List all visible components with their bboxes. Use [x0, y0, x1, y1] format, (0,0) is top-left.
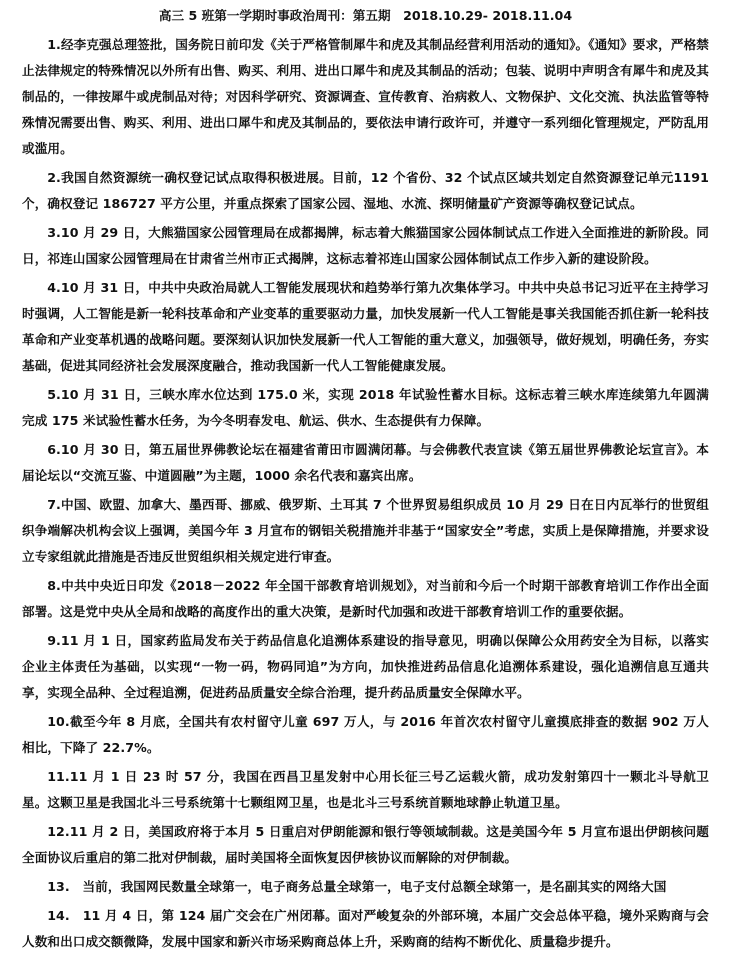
- news-item-3: 3.10 月 29 日，大熊猫国家公园管理局在成都揭牌，标志着大熊猫国家公园体制试点工作进入全面推进的新阶段。同日，祁连山国家公园管理局在甘肃省兰州市正式揭牌，这标志着祁连山国家公园体制试点工作步入新的建设阶段。: [22, 225, 709, 266]
- news-item-8: 8.中共中央近日印发《2018－2022 年全国干部教育培训规划》，对当前和今后一个时期干部教育培训工作作出全面部署。这是党中央从全局和战略的高度作出的重大决策，是新时代加强和改进干部教育培训工作的重要依据。: [22, 578, 709, 619]
- news-item-1: 1.经李克强总理签批，国务院日前印发《关于严格管制犀牛和虎及其制品经营利用活动的通知》。《通知》要求，严格禁止法律规定的特殊情况以外所有出售、购买、利用、进出口犀牛和虎及其制品的活动；包装、说明中声明含有犀牛和虎及其制品的，一律按犀牛或虎制品对待；对因科学研究、资源调查、宣传教育、治病救人、文物保护、文化交流、执法监管等特殊情况需要出售、购买、利用、进出口犀牛和虎及其制品的，要依法申请行政许可，并遵守一系列细化管理规定，严防乱用或滥用。: [22, 37, 709, 156]
- document-title: 高三 5 班第一学期时事政治周刊：第五期 2018.10.29- 2018.11.04: [158, 8, 573, 23]
- news-item-5: 5.10 月 31 日，三峡水库水位达到 175.0 米，实现 2018 年试验性蓄水目标。这标志着三峡水库连续第九年圆满完成 175 米试验性蓄水任务，为今冬明春发电、航运、供水、生态提供有力保障。: [22, 387, 709, 428]
- news-item-12: 12.11 月 2 日，美国政府将于本月 5 日重启对伊朗能源和银行等领域制裁。这是美国今年 5 月宣布退出伊朗核问题全面协议后重启的第二批对伊制裁，届时美国将全面恢复因伊核协议而解除的对伊制裁。: [22, 824, 709, 865]
- news-item-9: 9.11 月 1 日，国家药监局发布关于药品信息化追溯体系建设的指导意见，明确以保障公众用药安全为目标，以落实企业主体责任为基础，以实现“一物一码，物码同追”为方向，加快推进药品信息化追溯体系建设，强化追溯信息互通共享，实现全品种、全过程追溯，促进药品质量安全综合治理，提升药品质量安全保障水平。: [22, 633, 709, 700]
- news-item-7: 7.中国、欧盟、加拿大、墨西哥、挪威、俄罗斯、土耳其 7 个世界贸易组织成员 10 月 29 日在日内瓦举行的世贸组织争端解决机构会议上强调，美国今年 3 月宣布的钢铝关税措施并非基于“国家安全”考虑，实质上是保障措施，并要求设立专家组就此措施是否违反世贸组织相关规定进行审查。: [22, 497, 709, 564]
- news-item-13: 13. 当前，我国网民数量全球第一，电子商务总量全球第一，电子支付总额全球第一，是名副其实的网络大国: [47, 879, 667, 894]
- news-item-10: 10.截至今年 8 月底，全国共有农村留守儿童 697 万人，与 2016 年首次农村留守儿童摸底排查的数据 902 万人相比，下降了 22.7%。: [22, 714, 709, 755]
- news-item-6: 6.10 月 30 日，第五届世界佛教论坛在福建省莆田市圆满闭幕。与会佛教代表宣读《第五届世界佛教论坛宣言》。本届论坛以“交流互鉴、中道圆融”为主题，1000 余名代表和嘉宾出席。: [22, 442, 709, 483]
- news-item-11: 11.11 月 1 日 23 时 57 分，我国在西昌卫星发射中心用长征三号乙运载火箭，成功发射第四十一颗北斗导航卫星。这颗卫星是我国北斗三号系统第十七颗组网卫星，也是北斗三号系统首颗地球静止轨道卫星。: [22, 769, 709, 810]
- news-item-14: 14. 11 月 4 日，第 124 届广交会在广州闭幕。面对严峻复杂的外部环境，本届广交会总体平稳，境外采购商与会人数和出口成交额微降，发展中国家和新兴市场采购商总体上升，采购商的结构不断优化、质量稳步提升。: [22, 908, 709, 949]
- news-item-4: 4.10 月 31 日，中共中央政治局就人工智能发展现状和趋势举行第九次集体学习。中共中央总书记习近平在主持学习时强调，人工智能是新一轮科技革命和产业变革的重要驱动力量，加快发展新一代人工智能是事关我国能否抓住新一轮科技革命和产业变革机遇的战略问题。要深刻认识加快发展新一代人工智能的重大意义，加强领导，做好规划，明确任务，夯实基础，促进其同经济社会发展深度融合，推动我国新一代人工智能健康发展。: [22, 280, 709, 373]
- news-item-2: 2.我国自然资源统一确权登记试点取得积极进展。目前，12 个省份、32 个试点区域共划定自然资源登记单元1191 个，确权登记 186727 平方公里，并重点探索了国家公园、湿地、水流、探明储量矿产资源等确权登记试点。: [22, 170, 709, 211]
